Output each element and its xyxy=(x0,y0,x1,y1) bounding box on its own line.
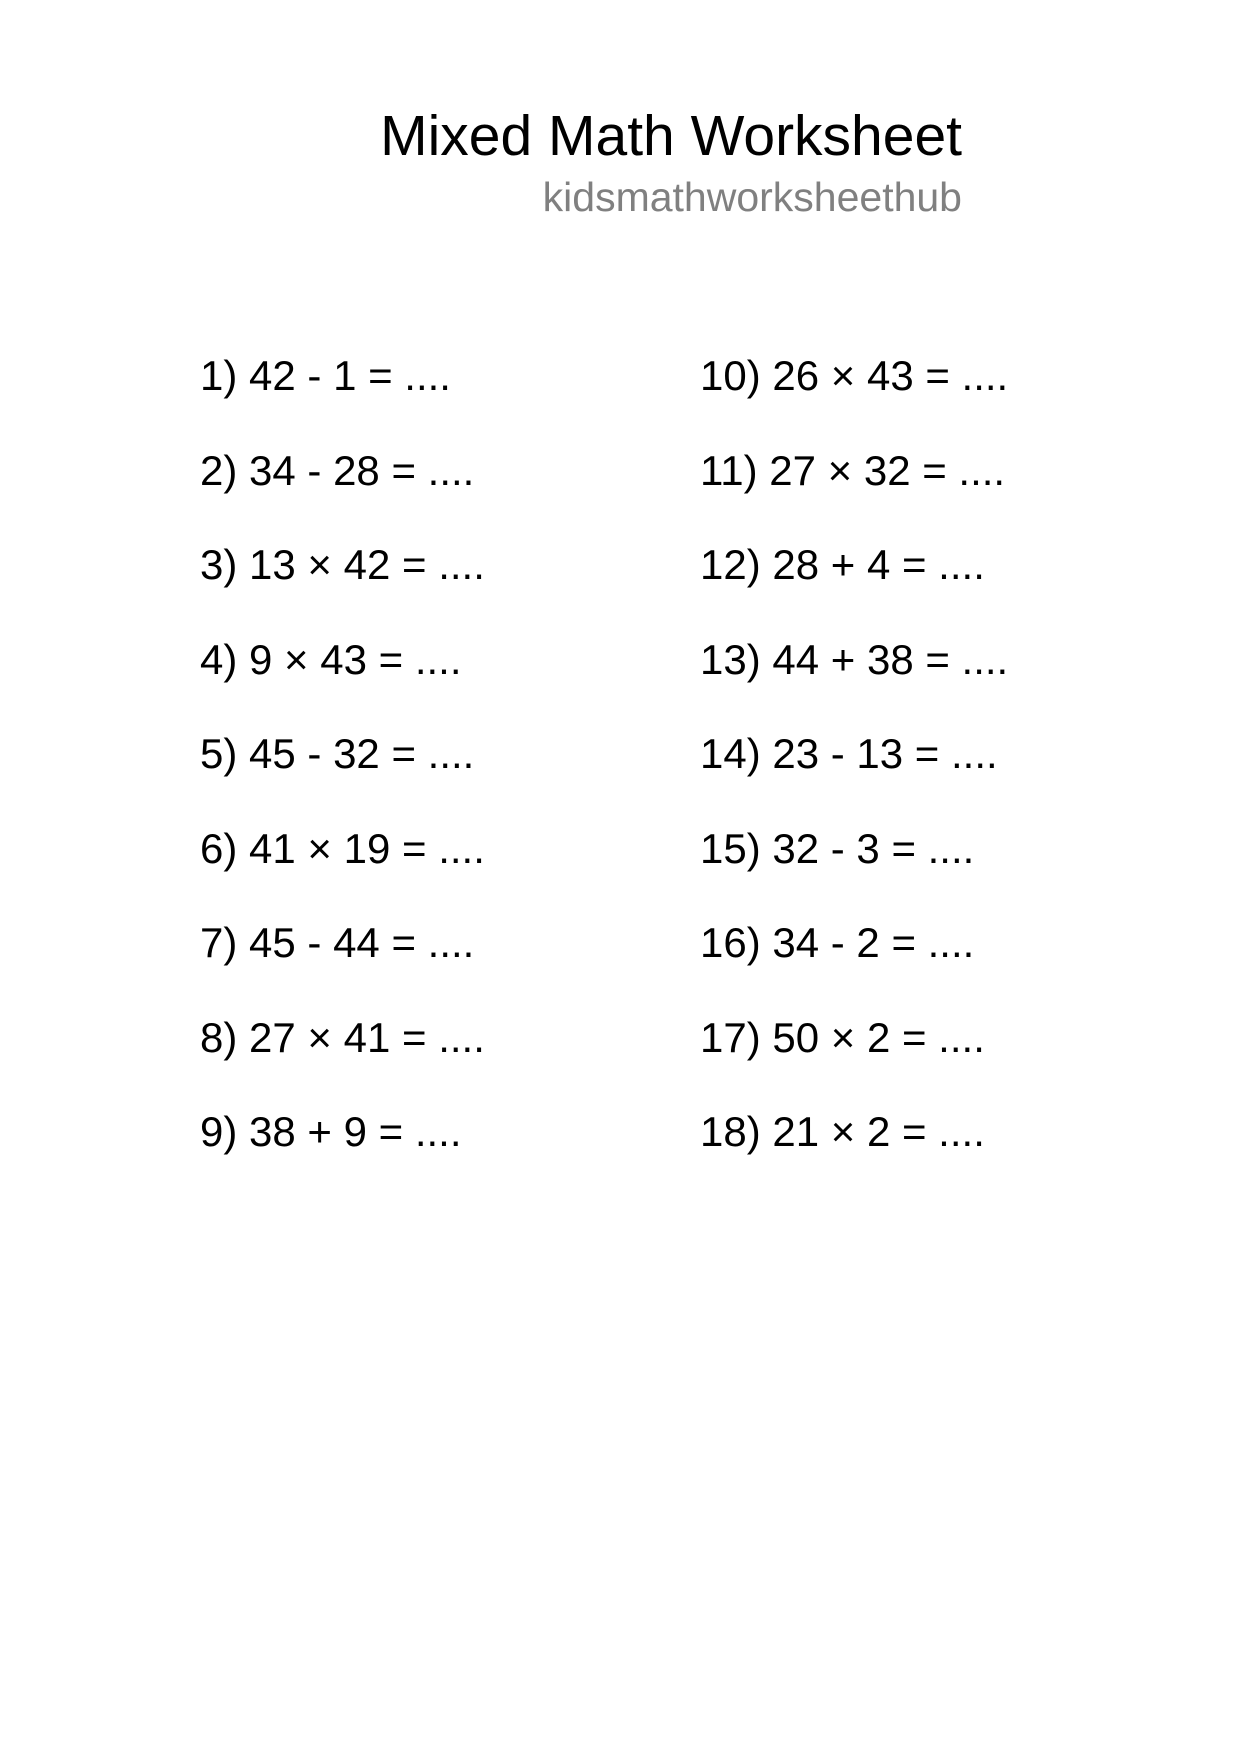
problem-item xyxy=(200,1008,485,1103)
problem-expression: 38 + 9 = .... xyxy=(249,1108,462,1155)
problem-number: 3) xyxy=(200,541,238,588)
problem-expression: 44 + 38 = .... xyxy=(772,635,1009,683)
problem-number: 2) xyxy=(200,446,238,494)
problem-expression: 32 - 3 = .... xyxy=(772,824,975,872)
problem-item xyxy=(700,1008,1008,1103)
page-title: Mixed Math Worksheet xyxy=(380,104,962,168)
problem-item xyxy=(200,819,485,914)
problem-expression: 34 - 2 = .... xyxy=(772,919,975,966)
problem-item xyxy=(700,724,1008,819)
problem-expression: 45 - 32 = .... xyxy=(249,730,475,777)
problem-item xyxy=(700,535,1008,630)
problem-expression: 21 × 2 = .... xyxy=(772,1108,985,1155)
problem-number: 14) xyxy=(700,730,761,777)
problem-expression: 28 + 4 = .... xyxy=(772,541,985,588)
problem-expression: 34 - 28 = .... xyxy=(249,446,475,494)
problem-expression: 42 - 1 = .... xyxy=(249,352,451,399)
problem-column-right xyxy=(700,346,1008,1197)
problem-item xyxy=(200,441,485,536)
problem-number: 13) xyxy=(700,635,761,683)
problem-expression: 27 × 32 = .... xyxy=(769,446,1006,494)
problem-number: 12) xyxy=(700,541,761,588)
problem-expression: 9 × 43 = .... xyxy=(249,635,462,683)
problem-item xyxy=(700,346,1008,441)
problem-number: 10) xyxy=(700,352,761,399)
problem-number: 16) xyxy=(700,919,761,966)
problem-expression: 26 × 43 = .... xyxy=(772,352,1009,399)
problem-number: 17) xyxy=(700,1013,761,1061)
problem-item xyxy=(700,441,1008,536)
problem-item xyxy=(700,819,1008,914)
problem-item xyxy=(200,724,485,819)
problem-number: 7) xyxy=(200,919,238,966)
worksheet-header xyxy=(0,96,962,226)
problem-item xyxy=(200,535,485,630)
problem-number: 1) xyxy=(200,352,238,399)
problem-item xyxy=(200,630,485,725)
problem-number: 9) xyxy=(200,1108,238,1155)
problem-number: 11) xyxy=(700,446,758,494)
problem-item xyxy=(200,913,485,1008)
site-watermark: kidsmathworksheethub xyxy=(542,174,962,220)
problem-number: 6) xyxy=(200,824,238,872)
problem-item xyxy=(700,913,1008,1008)
problem-number: 18) xyxy=(700,1108,761,1155)
problem-item xyxy=(700,630,1008,725)
problem-column-left xyxy=(200,346,485,1197)
problem-expression: 13 × 42 = .... xyxy=(249,541,485,588)
problem-expression: 23 - 13 = .... xyxy=(772,730,998,777)
problem-item xyxy=(700,1102,1008,1197)
problem-item xyxy=(200,1102,485,1197)
problem-expression: 41 × 19 = .... xyxy=(249,824,485,872)
problem-item xyxy=(200,346,485,441)
problem-expression: 45 - 44 = .... xyxy=(249,919,475,966)
problem-number: 5) xyxy=(200,730,238,777)
problem-number: 15) xyxy=(700,824,761,872)
problem-number: 4) xyxy=(200,635,238,683)
problem-number: 8) xyxy=(200,1013,238,1061)
problem-expression: 50 × 2 = .... xyxy=(772,1013,985,1061)
problem-expression: 27 × 41 = .... xyxy=(249,1013,485,1061)
